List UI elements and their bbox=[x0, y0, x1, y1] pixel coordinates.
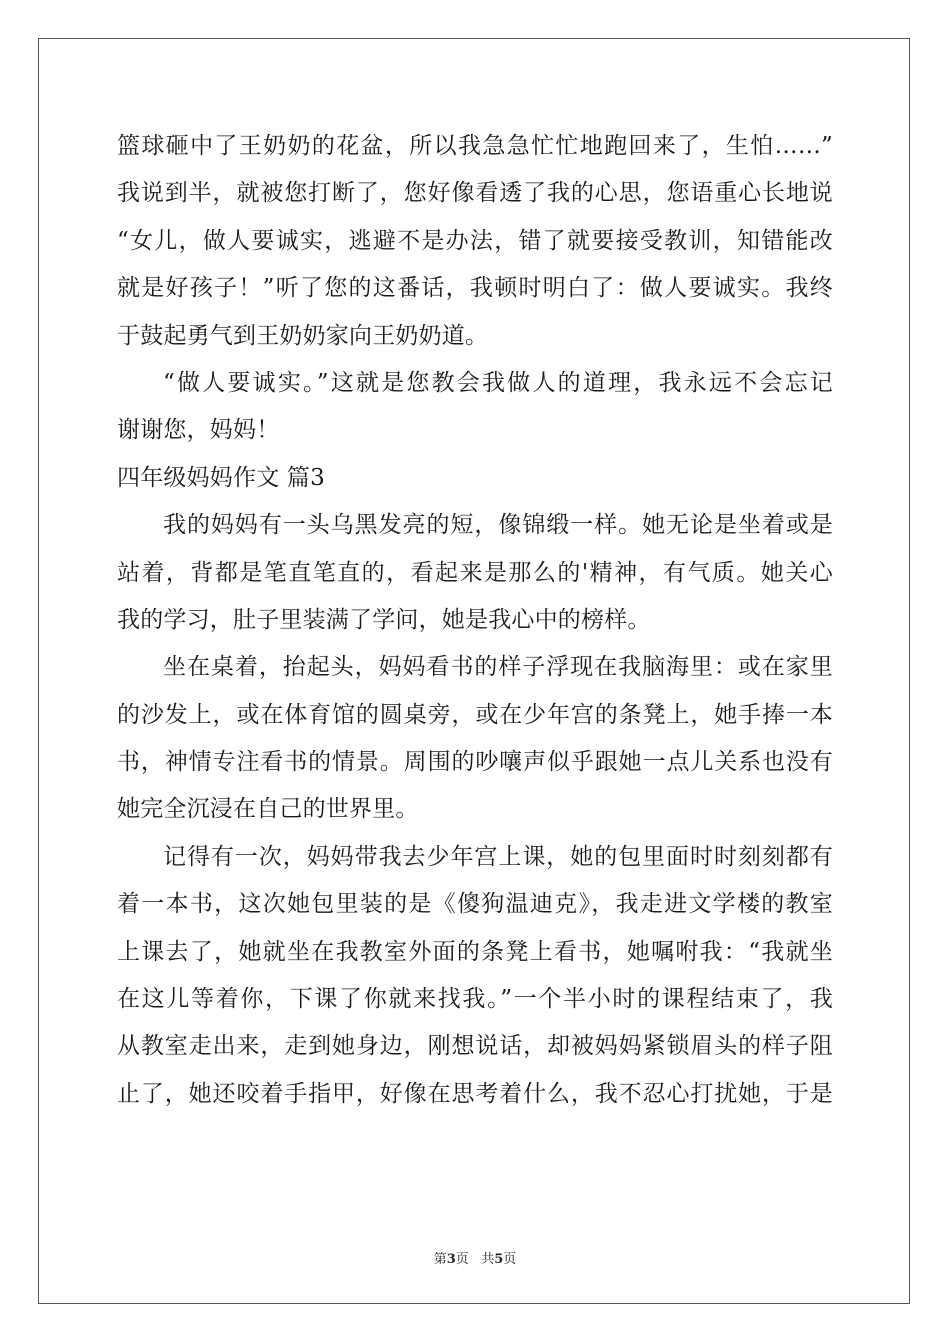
page-suffix: 页 bbox=[455, 1252, 469, 1267]
text-line: “女儿，做人要诚实，逃避不是办法，错了就要接受教训，知错能改 bbox=[117, 227, 833, 254]
text-line: 篮球砸中了王奶奶的花盆，所以我急急忙忙地跑回来了，生怕……” bbox=[117, 133, 833, 159]
section-heading: 四年级妈妈作文 篇3 bbox=[117, 464, 325, 491]
text-line: 就是好孩子！”听了您的这番话，我顿时明白了：做人要诚实。我终 bbox=[117, 275, 833, 302]
document-body bbox=[117, 127, 833, 1122]
text-line: 在这儿等着你，下课了你就来找我。”一个半小时的课程结束了，我 bbox=[117, 986, 833, 1013]
text-line: 我的妈妈有一头乌黑发亮的短，像锦缎一样。她无论是坐着或是 bbox=[163, 512, 833, 539]
total-suffix: 页 bbox=[503, 1252, 517, 1267]
text-line: 的沙发上，或在体育馆的圆桌旁，或在少年宫的条凳上，她手捧一本 bbox=[117, 701, 833, 728]
text-line: 止了，她还咬着手指甲，好像在思考着什么，我不忍心打扰她，于是 bbox=[117, 1080, 833, 1107]
text-line: 站着，背都是笔直笔直的，看起来是那么的'精神，有气质。她关心 bbox=[117, 559, 833, 586]
text-line: “做人要诚实。”这就是您教会我做人的道理，我永远不会忘记 bbox=[163, 369, 833, 396]
text-line: 谢谢您，妈妈！ bbox=[117, 417, 280, 444]
text-line: 她完全沉浸在自己的世界里。 bbox=[117, 796, 419, 823]
text-line: 上课去了，她就坐在我教室外面的条凳上看书，她嘱咐我：“我就坐 bbox=[117, 938, 833, 965]
page-number: 3 bbox=[446, 1252, 456, 1267]
page-prefix: 第 bbox=[433, 1252, 447, 1267]
total-prefix: 共 bbox=[481, 1252, 495, 1267]
total-pages: 5 bbox=[494, 1252, 504, 1267]
text-line: 从教室走出来，走到她身边，刚想说话，却被妈妈紧锁眉头的样子阻 bbox=[117, 1033, 833, 1060]
page-footer bbox=[0, 1248, 950, 1267]
text-line: 于鼓起勇气到王奶奶家向王奶奶道。 bbox=[117, 322, 489, 349]
text-line: 着一本书，这次她包里装的是《傻狗温迪克》，我走进文学楼的教室 bbox=[117, 891, 833, 918]
text-line: 坐在桌着，抬起头，妈妈看书的样子浮现在我脑海里：或在家里 bbox=[163, 654, 833, 681]
text-line: 我说到半，就被您打断了，您好像看透了我的心思，您语重心长地说 bbox=[117, 180, 833, 207]
text-line: 我的学习，肚子里装满了学问，她是我心中的榜样。 bbox=[117, 606, 651, 633]
text-line: 书，神情专注看书的情景。周围的吵嚷声似乎跟她一点儿关系也没有 bbox=[117, 749, 833, 776]
text-line: 记得有一次，妈妈带我去少年宫上课，她的包里面时时刻刻都有 bbox=[163, 843, 833, 870]
